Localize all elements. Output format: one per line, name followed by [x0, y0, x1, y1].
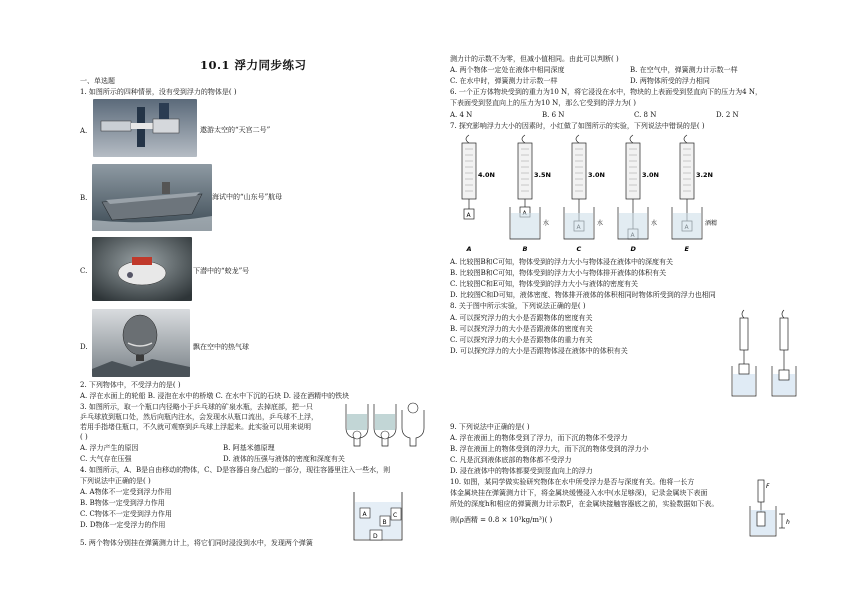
- submersible-photo: [92, 237, 192, 301]
- q2-options: A. 浮在水面上的轮船 B. 浸泡在水中的桥墩 C. 在水中下沉的石块 D. 浸在酒精中的铁块: [80, 392, 350, 400]
- q1-option-b: B.: [80, 194, 88, 202]
- q10-line1: 10. 如图，某同学做实验研究物体在水中所受浮力是否与深度有关。他将一长方: [450, 478, 695, 486]
- q7-option-a: A. 比较图B和C可知，物体受到的浮力大小与物体浸在液体中的深度有关: [450, 258, 674, 266]
- q1-option-a-text: 遨游太空的“天宫二号”: [200, 126, 271, 134]
- q2-stem: 2. 下列物体中，不受浮力的是( ): [80, 381, 181, 389]
- page-title: 10.1 浮力同步练习: [200, 58, 307, 72]
- spring-scale-0: [462, 143, 476, 199]
- q10-fig-label-h: h: [786, 519, 790, 526]
- q7-stem: 7. 探究影响浮力大小的因素时，小红做了如图所示的实验，下列说法中错误的是( ): [450, 122, 705, 130]
- q4-fig-label-b: B: [382, 519, 387, 526]
- q3-option-c: C. 大气存在压强: [80, 455, 132, 463]
- q9-option-d: D. 浸在液体中的物体都要受到竖直向上的浮力: [450, 467, 593, 475]
- q5-option-d: D. 两物体所受的浮力相同: [630, 77, 710, 85]
- q3-option-d: D. 液体的压强与液体的密度和深度有关: [223, 455, 345, 463]
- q4-option-c: C. C物体不一定受到浮力作用: [80, 510, 172, 518]
- liquid-2: [565, 213, 593, 239]
- q5-line2: 测力计的示数不为零，但减小值相同。由此可以判断( ): [450, 55, 619, 63]
- q5-line1: 5. 两个物体分别挂在弹簧测力计上，将它们同时浸没到水中，发现两个弹簧: [80, 539, 313, 547]
- spring-scale-1: [518, 143, 532, 199]
- q1-option-d: D.: [80, 343, 88, 351]
- scale-hook-3: [630, 135, 633, 143]
- q3-line4: ( ): [80, 433, 88, 441]
- q4-line1: 4. 如图所示，A、B是自由移动的物体，C、D是容器自身凸起的一部分，现往容器里注入一些水，则: [80, 466, 391, 474]
- container-abcd-figure: [350, 490, 406, 544]
- q1-option-a: A.: [80, 127, 88, 135]
- q8-stem: 8. 关于图中所示实验，下列说法正确的是( ): [450, 302, 586, 310]
- q3-line2: 乒乓球放到瓶口处，然后向瓶内注水，会发现水从瓶口流出，乒乓球不上浮，: [80, 413, 318, 421]
- q8-option-b: B. 可以探究浮力的大小是否跟液体的密度有关: [450, 325, 593, 333]
- buoyancy-experiment-figure: [455, 133, 723, 255]
- liquid-1: [511, 213, 539, 239]
- q1-option-b-text: 海试中的“山东号”航母: [212, 193, 283, 201]
- q1-option-d-text: 飘在空中的热气球: [193, 343, 249, 351]
- q3-option-b: B. 阿基米德原理: [223, 444, 275, 452]
- liquid-4: [673, 213, 701, 239]
- figure-label-0: A: [466, 245, 472, 253]
- figure-label-2: C: [576, 245, 582, 253]
- q10-line3: 所处的深度h和相应的弹簧测力计示数F，在金属块接触容器底之前，实验数据如下表。: [450, 500, 719, 508]
- q6-line1: 6. 一个正方体物块受到的重力为10 N，将它浸没在水中，物块的上表面受到竖直向下的压力为4 N，: [450, 88, 762, 96]
- q4-line2: 下列说法中正确的是( ): [80, 477, 151, 485]
- figure-label-4: E: [684, 245, 689, 253]
- scale-hook-4: [684, 135, 687, 143]
- q1-stem: 1. 如图所示的四种情景，没有受到浮力的物体是( ): [80, 88, 237, 96]
- q10-line4: 则(ρ酒精 = 0.8 × 10³kg/m³)( ): [450, 516, 553, 524]
- q5-option-b: B. 在空气中，弹簧测力计示数一样: [630, 66, 738, 74]
- q10-scale-beaker-figure: [746, 478, 796, 538]
- bottle-pingpong-figure: [340, 400, 426, 448]
- q6-option-d: D. 2 N: [716, 111, 739, 119]
- q8-option-c: C. 可以探究浮力的大小是否跟物体的重力有关: [450, 336, 593, 344]
- q4-fig-label-d: D: [373, 533, 378, 540]
- q5-option-c: C. 在水中时，弹簧测力计示数一样: [450, 77, 558, 85]
- hot-air-balloon-photo: [92, 309, 190, 377]
- scale-hook-0: [466, 135, 469, 143]
- figure-label-1: B: [522, 245, 528, 253]
- liquid-label-3: 水: [651, 220, 658, 227]
- scale-hook-2: [576, 135, 579, 143]
- q1-option-c: C.: [80, 267, 88, 275]
- q7-option-d: D. 比较图C和D可知，液体密度、物体排开液体的体积相同时物体所受到的浮力也相同: [450, 291, 716, 299]
- q10-line2: 体金属块挂在弹簧测力计下，将金属块缓慢浸入水中(水足够深)，记录金属块下表面: [450, 489, 708, 497]
- spring-scale-2: [572, 143, 586, 199]
- q4-fig-label-c: C: [393, 512, 398, 519]
- scale-reading-4: 3.2N: [696, 171, 713, 179]
- aircraft-carrier-photo: [92, 164, 212, 231]
- q9-stem: 9. 下列说法中正确的是( ): [450, 423, 530, 431]
- q6-option-a: A. 4 N: [450, 111, 473, 119]
- figure-label-3: D: [630, 245, 636, 253]
- q8-option-d: D. 可以探究浮力的大小是否跟物体浸在液体中的体积有关: [450, 347, 628, 355]
- q10-fig-label-f: F: [766, 483, 770, 490]
- q4-fig-label-a: A: [362, 511, 367, 518]
- q1-option-c-text: 下潜中的“蛟龙”号: [193, 267, 250, 275]
- q5-option-a: A. 两个物体一定处在液体中相同深度: [450, 66, 565, 74]
- spring-scale-4: [680, 143, 694, 199]
- q6-line2: 下表面受到竖直向上的压力为10 N，那么它受到的浮力为( ): [450, 99, 636, 107]
- q8-option-a: A. 可以探究浮力的大小是否跟物体的密度有关: [450, 314, 593, 322]
- section-heading: 一、单选题: [80, 77, 115, 85]
- q7-option-c: C. 比较图C和E可知，物体受到的浮力大小与液体的密度有关: [450, 280, 639, 288]
- q3-option-a: A. 浮力产生的原因: [80, 444, 139, 452]
- scale-reading-2: 3.0N: [588, 171, 605, 179]
- liquid-label-1: 水: [543, 220, 550, 227]
- space-station-photo: [93, 99, 197, 157]
- q9-option-b: B. 浮在液面上的物体受到的浮力大，而下沉的物体受到的浮力小: [450, 445, 649, 453]
- q3-line3: 若用手指堵住瓶口，不久就可观察到乒乓球上浮起来。此实验可以用来说明: [80, 423, 311, 431]
- q4-option-d: D. D物体一定受浮力的作用: [80, 521, 166, 529]
- q8-two-spring-scales-figure: [726, 308, 804, 402]
- scale-hook-1: [522, 135, 525, 143]
- liquid-label-2: 水: [597, 220, 604, 227]
- q3-line1: 3. 如图所示，取一个瓶口内径略小于乒乓球的矿泉水瓶，去掉底部，把一只: [80, 403, 313, 411]
- liquid-3: [619, 213, 647, 239]
- spring-scale-3: [626, 143, 640, 199]
- liquid-label-4: 酒精: [705, 220, 718, 227]
- q4-option-b: B. B物体一定受到浮力作用: [80, 499, 165, 507]
- q6-option-c: C. 8 N: [634, 111, 657, 119]
- block-label-0: A: [466, 212, 471, 219]
- q6-option-b: B. 6 N: [542, 111, 565, 119]
- q7-option-b: B. 比较图B和C可知，物体受到的浮力大小与物体排开液体的体积有关: [450, 269, 667, 277]
- q9-option-c: C. 凡是沉到液体底部的物体都不受浮力: [450, 456, 572, 464]
- scale-reading-0: 4.0N: [478, 171, 495, 179]
- q4-option-a: A. A物体不一定受到浮力作用: [80, 488, 172, 496]
- q9-option-a: A. 浮在液面上的物体受到了浮力，而下沉的物体不受浮力: [450, 434, 628, 442]
- scale-reading-3: 3.0N: [642, 171, 659, 179]
- scale-reading-1: 3.5N: [534, 171, 551, 179]
